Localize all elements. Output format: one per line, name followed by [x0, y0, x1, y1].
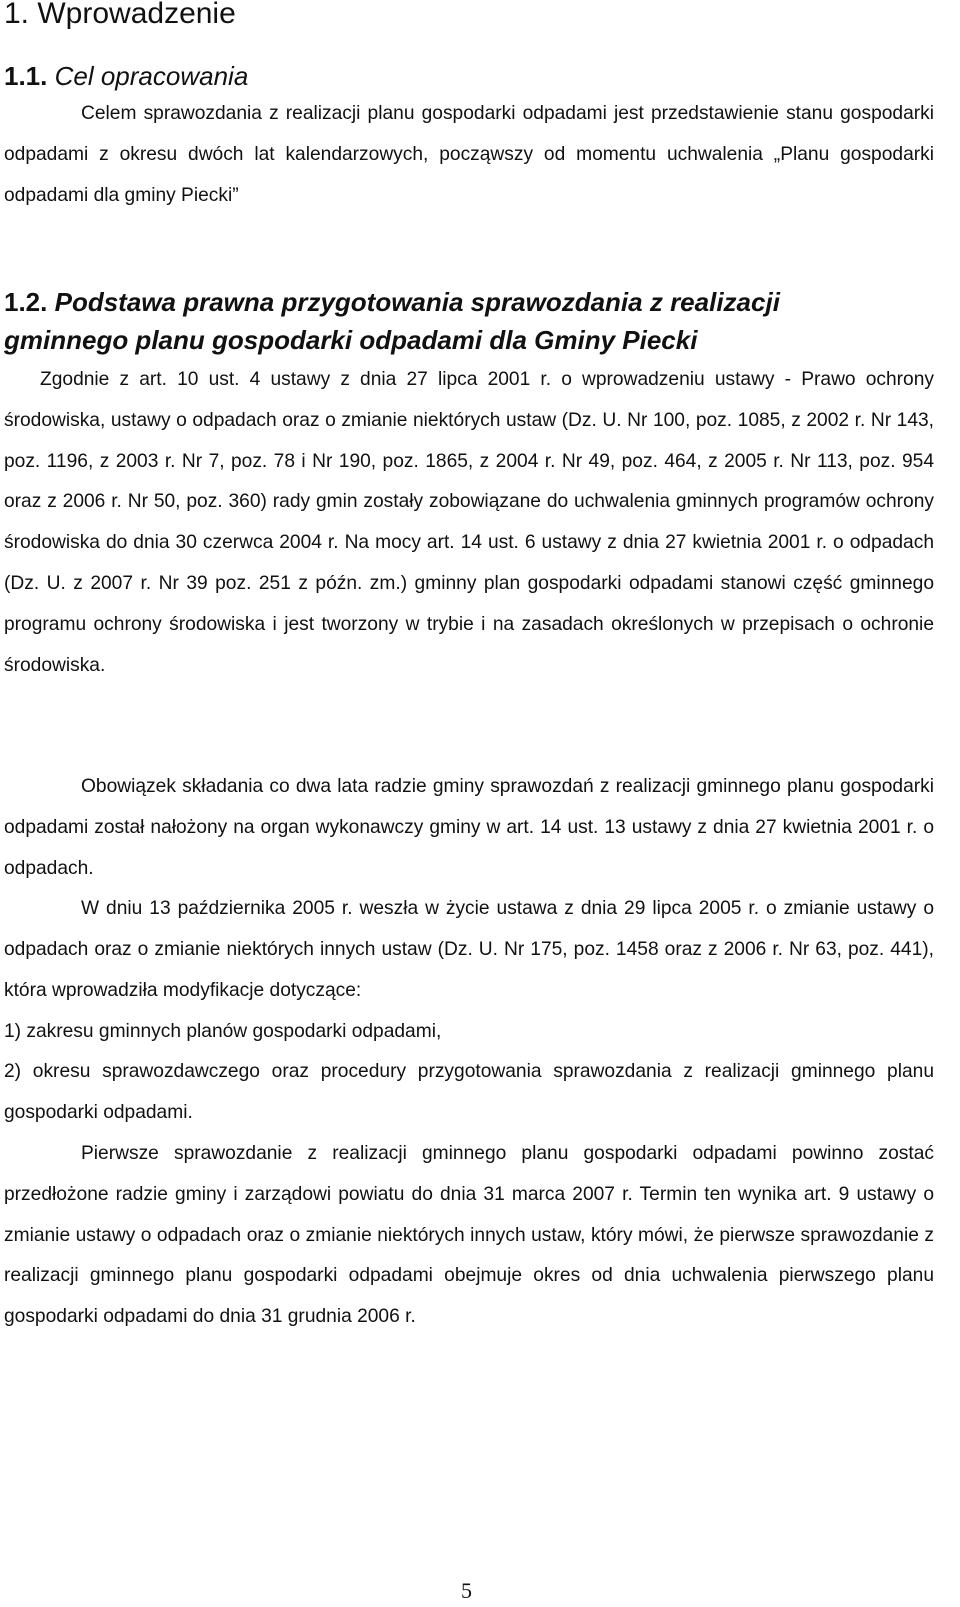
paragraph-pierwsze — [4, 1134, 934, 1338]
paragraph-text: Pierwsze sprawozdanie z realizacji gminnego planu gospodarki odpadami powinno zostać przedłożone radzie gminy i zarządowi powiatu do dnia 31 marca 2007 r. Termin ten wynika art. 9 ustawy o zmianie ustawy o odpadach oraz o zmianie niektórych innych ustaw, który mówi, że pierwsze sprawozdanie z realizacji gminnego planu gospodarki odpadami obejmuje okres od dnia uchwalenia pierwszego planu gospodarki odpadami do dnia 31 grudnia 2006 r. — [4, 1143, 934, 1328]
heading-podstawa-prawna-line-2: gminnego planu gospodarki odpadami dla Gminy Piecki — [4, 325, 698, 355]
section-title-line-1: Podstawa prawna przygotowania sprawozdania z realizacji — [54, 287, 780, 317]
section-number: 1.1. — [4, 61, 48, 91]
paragraph-obowiazek — [4, 767, 934, 889]
paragraph-cel — [4, 94, 934, 216]
section-number: 1.2. — [4, 287, 48, 317]
paragraph-text: Obowiązek składania co dwa lata radzie gminy sprawozdań z realizacji gminnego planu gospodarki odpadami został nałożony na organ wykonawczy gminy w art. 14 ust. 13 ustawy z dnia 27 kwietnia 2001 r. o odpadach. — [4, 776, 934, 879]
list-item-2: 2) okresu sprawozdawczego oraz procedury przygotowania sprawozdania z realizacji gminnego planu gospodarki odpadami. — [4, 1061, 934, 1123]
heading-wprowadzenie: 1. Wprowadzenie — [4, 0, 236, 30]
paragraph-text: Zgodnie z art. 10 ust. 4 ustawy z dnia 27 lipca 2001 r. o wprowadzeniu ustawy - Prawo ochrony środowiska, ustawy o odpadach oraz o zmianie niektórych ustaw (Dz. U. Nr 100, poz. 1085, z 2002 r. Nr 143, poz. 1196, z 2003 r. Nr 7, poz. 78 i Nr 190, poz. 1865, z 2004 r. Nr 49, poz. 464, z 2005 r. Nr 113, poz. 954 oraz z 2006 r. Nr 50, poz. 360) rady gmin zostały zobowiązane do uchwalenia gminnych programów ochrony środowiska do dnia 30 czerwca 2004 r. Na mocy art. 14 ust. 6 ustawy z dnia 27 kwietnia 2001 r. o odpadach (Dz. U. z 2007 r. Nr 39 poz. 251 z późn. zm.) gminny plan gospodarki odpadami stanowi część gminnego programu ochrony środowiska i jest tworzony w trybie i na zasadach określonych w przepisach o ochronie środowiska. — [4, 369, 934, 676]
list-item-1: 1) zakresu gminnych planów gospodarki odpadami, — [4, 1021, 442, 1042]
heading-cel-opracowania — [4, 56, 248, 96]
heading-podstawa-prawna-line-1 — [4, 282, 780, 322]
page-number: 5 — [461, 1578, 472, 1603]
paragraph-text: W dniu 13 października 2005 r. weszła w życie ustawa z dnia 29 lipca 2005 r. o zmianie ustawy o odpadach oraz o zmianie niektórych innych ustaw (Dz. U. Nr 175, poz. 1458 oraz z 2006 r. Nr 63, poz. 441), która wprowadziła modyfikacje dotyczące: — [4, 898, 934, 1001]
paragraph-zgodnie — [4, 360, 934, 686]
paragraph-text: Celem sprawozdania z realizacji planu gospodarki odpadami jest przedstawienie stanu gospodarki odpadami z okresu dwóch lat kalendarzowych, począwszy od momentu uchwalenia „Planu gospodarki odpadami dla gminy Piecki” — [4, 103, 934, 206]
section-title: Cel opracowania — [54, 61, 249, 91]
paragraph-w-dniu — [4, 889, 934, 1011]
